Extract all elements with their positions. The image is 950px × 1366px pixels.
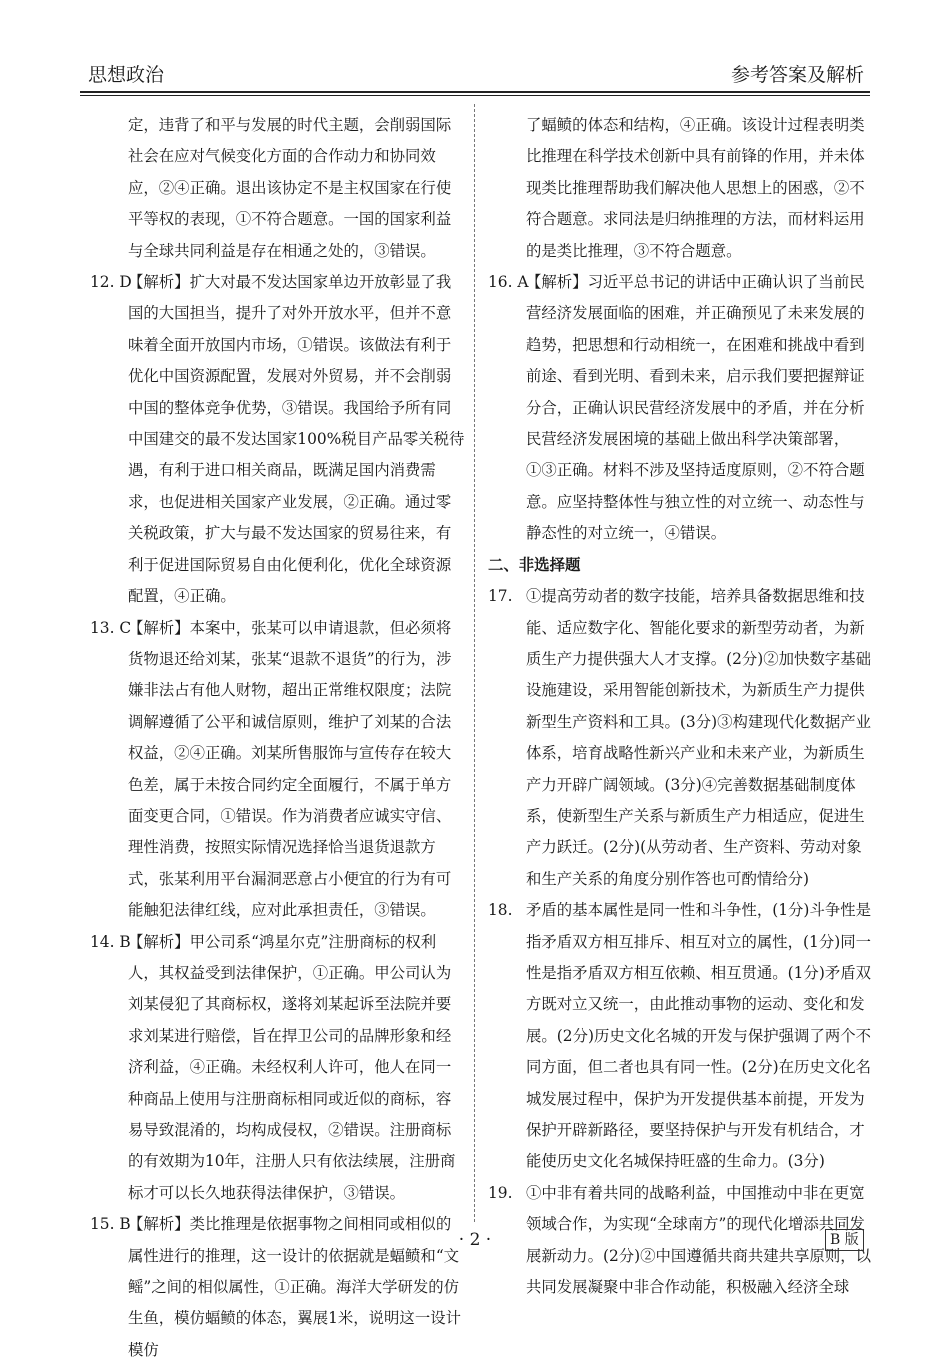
section-heading: 二、非选择题 [488,555,581,574]
answer-text: 【解析】本案中，张某可以申请退款，但必须将货物退还给刘某，张某“退款不退货”的行为，涉嫌非法占有他人财物，超出正常维权限度；法院调解遵循了公平和诚信原则，维护了刘某的合法权益，②④正确。刘某所售服饰与宣传存在较大色差，属于未按合同约定全面履行，不属于单方面变更合同，①错误。作为消费者应诚实守信、理性消费，按照实际情况选择恰当退货退款方式，张某利用平台漏洞恶意占小便宜的行为有可能触犯法律红线，应对此承担责任，③错误。 [128,618,452,920]
question-number: 16. A [488,273,529,292]
answer-section-title: 参考答案及解析 [730,64,864,86]
answer-item [90,110,466,267]
subject-title: 思想政治 [88,64,165,86]
answer-text: 【解析】扩大对最不发达国家单边开放彰显了我国的大国担当，提升了对外开放水平，但并不意味着全面开放国内市场，①错误。该做法有利于优化中国资源配置，发展对外贸易，并不会削弱中国的整体竞争优势，③错误。我国给予所有同中国建交的最不发达国家100%税目产品零关税待遇，有利于进口相关商品，既满足国内消费需求，也促进相关国家产业发展，②正确。通过零关税政策，扩大与最不发达国家的贸易往来，有利于促进国际贸易自由化便利化，优化全球资源配置，④正确。 [128,273,465,606]
answer-text: ①提高劳动者的数字技能，培养具备数据思维和技能、适应数字化、智能化要求的新型劳动者，为新质生产力提供强大人才支撑。(2分)②加快数字基础设施建设，采用智能创新技术，为新质生产力提供新型生产资料和工具。(3分)③构建现代化数据产业体系，培育战略性新兴产业和未来产业，为新质生产力开辟广阔领域。(3分)④完善数据基础制度体系，使新型生产关系与新质生产力相适应，促进生产力跃迁。(2分)(从劳动者、生产资料、劳动对象和生产关系的角度分别作答也可酌情给分) [526,587,872,888]
page-header [80,60,870,90]
left-column [90,110,466,1366]
question-number: 13. C [90,618,132,637]
answer-text: 【解析】习近平总书记的讲话中正确认识了当前民营经济发展面临的困难，并正确预见了未来发展的趋势，把思想和行动相统一，在困难和挑战中看到前途、看到光明、看到未来，启示我们要把握辩证分合，正确认识民营经济发展中的矛盾，并在分析民营经济发展困境的基础上做出科学决策部署，①③正确。材料不涉及坚持适度原则，②不符合题意。应坚持整体性与独立性的对立统一、动态性与静态性的对立统一，④错误。 [526,273,865,543]
answer-item [488,110,873,267]
header-rule-thin [80,95,870,96]
question-number: 18. [488,901,513,920]
answer-text: 【解析】类比推理是依据事物之间相同或相似的属性进行的推理，这一设计的依据就是蝠鲼和“文鳐”之间的相似属性，①正确。海洋大学研发的仿生鱼，模仿蝠鲼的体态，翼展1米，说明这一设计模仿 [128,1215,461,1359]
question-number: 14. B [90,932,131,951]
answer-item [488,895,873,1178]
answer-item [488,267,873,550]
edition-badge: B 版 [825,1229,864,1251]
answer-text: 了蝠鲼的体态和结构，④正确。该设计过程表明类比推理在科学技术创新中具有前锋的作用，并未体现类比推理帮助我们解决他人思想上的困惑，②不符合题意。求同法是归纳推理的方法，而材料运用的是类比推理，③不符合题意。 [526,116,865,260]
answer-item [90,927,466,1210]
answer-item [90,613,466,927]
answer-text: 【解析】甲公司系“鸿星尔克”注册商标的权利人，其权益受到法律保护，①正确。甲公司认为刘某侵犯了其商标权，遂将刘某起诉至法院并要求刘某进行赔偿，旨在捍卫公司的品牌形象和经济利益，④正确。未经权利人许可，他人在同一种商品上使用与注册商标相同或近似的商标，容易导致混淆的，均构成侵权，②错误。注册商标的有效期为10年，注册人只有依法续展，注册商标才可以长久地获得法律保护，③错误。 [128,932,456,1202]
page-number: · 2 · [458,1230,492,1250]
answer-item [488,581,873,895]
column-divider [474,104,475,1222]
right-column [488,110,873,1303]
answer-text: 定，违背了和平与发展的时代主题，会削弱国际社会在应对气候变化方面的合作动力和协同效应，②④正确。退出该协定不是主权国家在行使平等权的表现，①不符合题意。一国的国家利益与全球共同利益是存在相通之处的，③错误。 [128,116,452,260]
answer-text: 矛盾的基本属性是同一性和斗争性，(1分)斗争性是指矛盾双方相互排斥、相互对立的属性，(1分)同一性是指矛盾双方相互依赖、相互贯通。(1分)矛盾双方既对立又统一，由此推动事物的运动、变化和发展。(2分)历史文化名城的开发与保护强调了两个不同方面，但二者也具有同一性。(2分)在历史文化名城发展过程中，保护为开发提供基本前提，开发为保护开辟新路径，要坚持保护与开发有机结合，才能使历史文化名城保持旺盛的生命力。(3分) [526,901,872,1171]
question-number: 12. D [90,273,132,292]
answer-text: ①中非有着共同的战略利益，中国推动中非在更宽领域合作，为实现“全球南方”的现代化增添共同发展新动力。(2分)②中国遵循共商共建共享原则，以共同发展凝聚中非合作动能，积极融入经济全球 [526,1183,872,1297]
answer-item [90,267,466,612]
question-number: 19. [488,1183,513,1202]
question-number: 17. [488,587,513,606]
question-number: 15. B [90,1215,131,1234]
header-rule-thick [80,91,870,93]
